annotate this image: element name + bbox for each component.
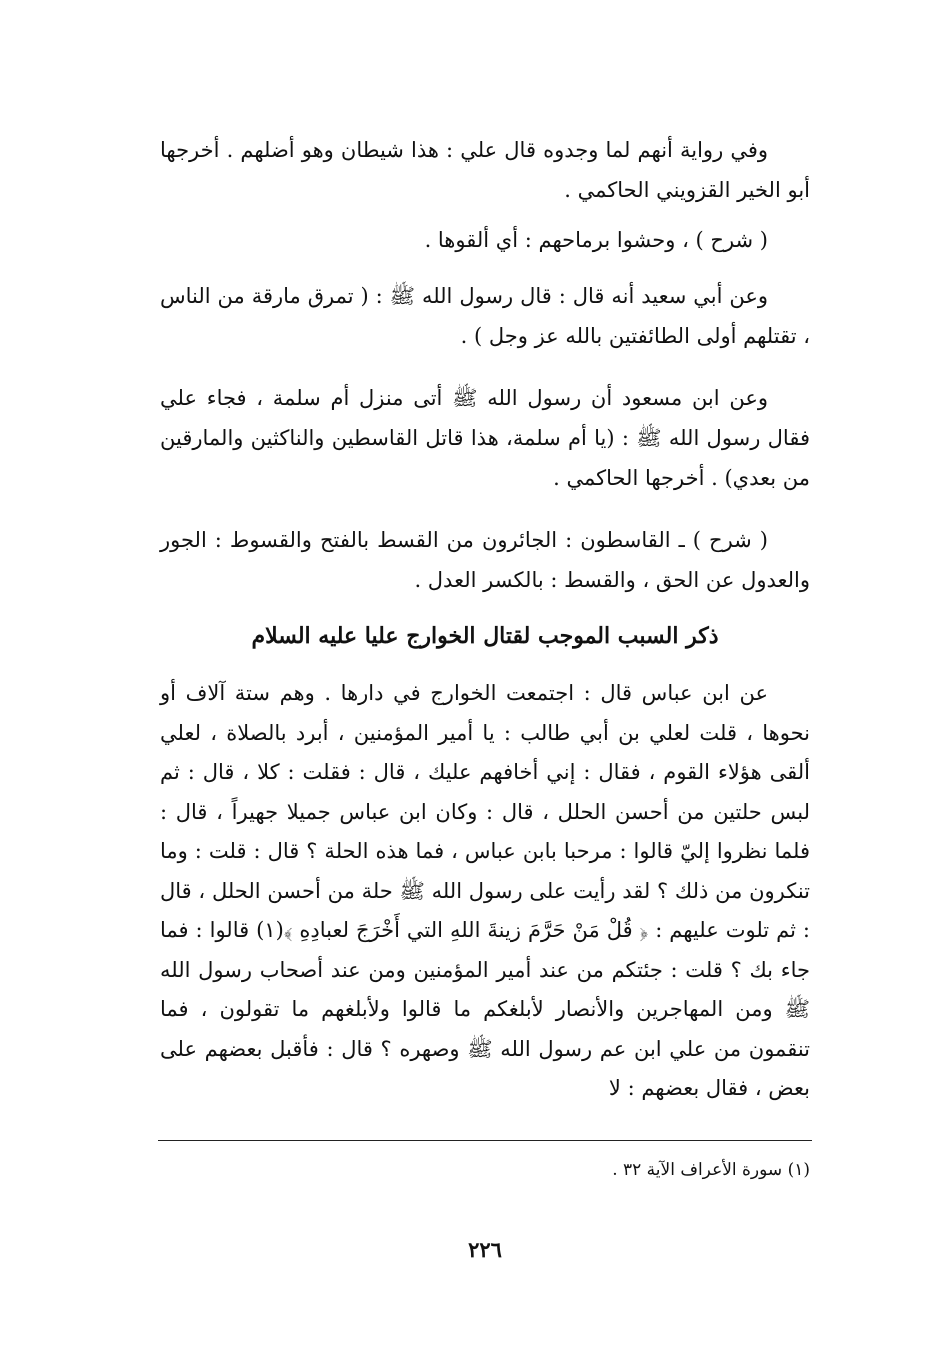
footnote: (١) سورة الأعراف الآية ٣٢ . [612,1160,810,1180]
paragraph-explanation-qasitun [160,520,810,600]
page-number: ٢٢٦ [468,1237,502,1262]
paragraph-ibn-masud-hadith [160,378,810,498]
paragraph-abu-said-hadith [160,276,810,356]
paragraph-text: وعن أبي سعيد أنه قال : قال رسول الله ﷺ : ( تمرق مارقة من الناس ، تقتلهم أولى الطائفتين بالله عز وجل ) . [160,284,810,348]
paragraph-text: وفي رواية أنهم لما وجدوه قال علي : هذا شيطان وهو أضلهم . أخرجها أبو الخير القزويني الحاكمي . [160,138,810,202]
paragraph-explanation-spears [160,220,810,260]
paragraph-ibn-abbas-narration [160,674,810,1109]
paragraph-text: وعن ابن مسعود أن رسول الله ﷺ أتى منزل أم سلمة ، فجاء علي فقال رسول الله ﷺ : (يا أم سلمة، هذا قاتل القاسطين والناكثين والمارقين من بعدي) . أخرجها الحاكمي . [160,386,810,490]
paragraph-text: عن ابن عباس قال : اجتمعت الخوارج في دارها . وهم ستة آلاف أو نحوها ، قلت لعلي بن أبي طالب : يا أمير المؤمنين ، أبرد بالصلاة ، لعلي ألقى هؤلاء القوم ، فقال : إني أخافهم عليك ، قال : فقلت : كلا ، قال : ثم لبس حلتين من أحسن الحلل ، قال : وكان ابن عباس جميلا جهيراً ، قال : فلما نظروا إليّ قالوا : مرحبا بابن عباس ، فما هذه الحلة ؟ قال : قلت : وما تنكرون من ذلك ؟ لقد رأيت على رسول الله ﷺ حلة من أحسن الحلل ، قال : ثم تلوت عليهم : ﴿ قُلْ مَنْ حَرَّمَ زينةَ اللهِ التي أَخْرَجَ لعبادِهِ ﴾(١) قالوا : فما جاء بك ؟ قلت : جئتكم من عند أمير المؤمنين ومن عند أصحاب رسول الله ﷺ ومن المهاجرين والأنصار لأبلغكم ما قالوا ولأبلغهم ما تقولون ، فما تنقمون من علي ابن عم رسول الله ﷺ وصهره ؟ قال : فأقبل بعضهم على بعض ، فقال بعضهم : لا [160,681,810,1100]
section-heading: ذكر السبب الموجب لقتال الخوارج عليا عليه السلام [251,623,719,649]
paragraph-text: ( شرح ) ـ القاسطون : الجائرون من القسط بالفتح والقسوط : الجور والعدول عن الحق ، والقسط : بالكسر العدل . [160,528,810,592]
paragraph-text: ( شرح ) ، وحشوا برماحهم : أي ألقوها . [424,228,768,252]
paragraph-qazwini-narration [160,130,810,210]
footnote-divider [158,1140,812,1141]
